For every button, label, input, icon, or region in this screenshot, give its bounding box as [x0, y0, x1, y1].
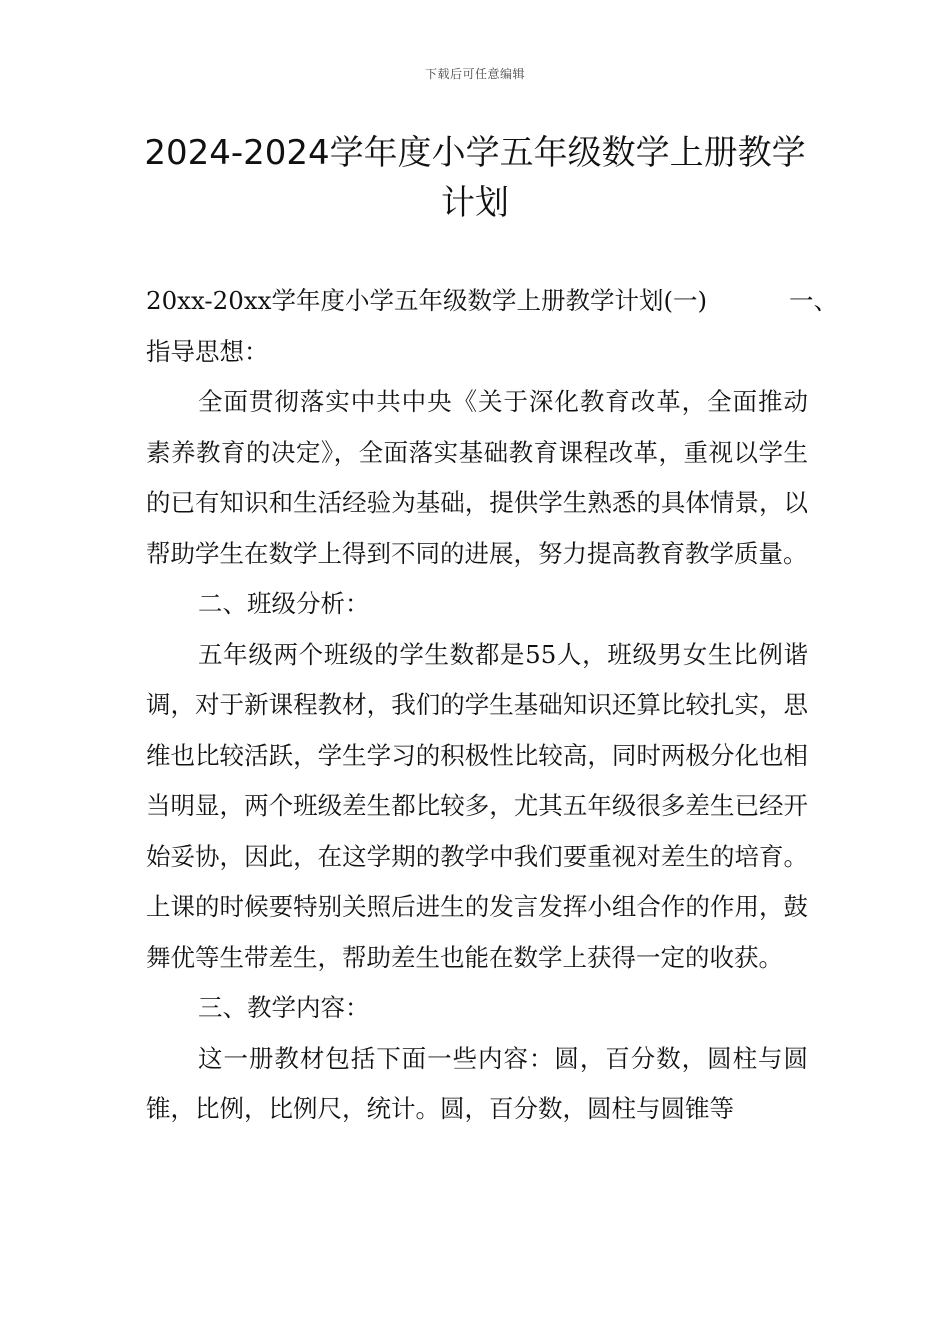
intro-line [146, 276, 838, 327]
title-line-1: 2024-2024学年度小学五年级数学上册教学 [144, 133, 806, 173]
intro-paragraph [146, 276, 838, 377]
title-line-2: 计划 [441, 183, 509, 223]
section2-heading: 二、班级分析： [198, 589, 370, 618]
section3-heading: 三、教学内容： [198, 993, 370, 1022]
section2-paragraph: 五年级两个班级的学生数都是55人，班级男女生比例谐调，对于新课程教材，我们的学生基础知识还算比较扎实，思维也比较活跃，学生学习的积极性比较高，同时两极分化也相当明显，两个班级差生都比较多，尤其五年级很多差生已经开始妥协，因此，在这学期的教学中我们要重视对差生的培育。上课的时候要特别关照后进生的发言发挥小组合作的作用，鼓舞优等生带差生，帮助差生也能在数学上获得一定的收获。 [146, 639, 808, 972]
document-title [120, 128, 830, 228]
intro-tail: 一、 [789, 286, 838, 315]
section1-paragraph: 全面贯彻落实中共中央《关于深化教育改革，全面推动素养教育的决定》，全面落实基础教育课程改革，重视以学生的已有知识和生活经验为基础，提供学生熟悉的具体情景，以帮助学生在数学上得到不同的进展，努力提高教育教学质量。 [146, 387, 808, 568]
page-header-note: 下载后可任意编辑 [424, 67, 525, 81]
section3-paragraph: 这一册教材包括下面一些内容：圆，百分数，圆柱与圆锥，比例，比例尺，统计。圆，百分数，圆柱与圆锥等 [146, 1043, 808, 1123]
document-body [146, 276, 838, 1135]
section1-heading: 指导思想： [146, 336, 269, 366]
intro-heading: 20xx-20xx学年度小学五年级数学上册教学计划(一) [146, 286, 708, 315]
